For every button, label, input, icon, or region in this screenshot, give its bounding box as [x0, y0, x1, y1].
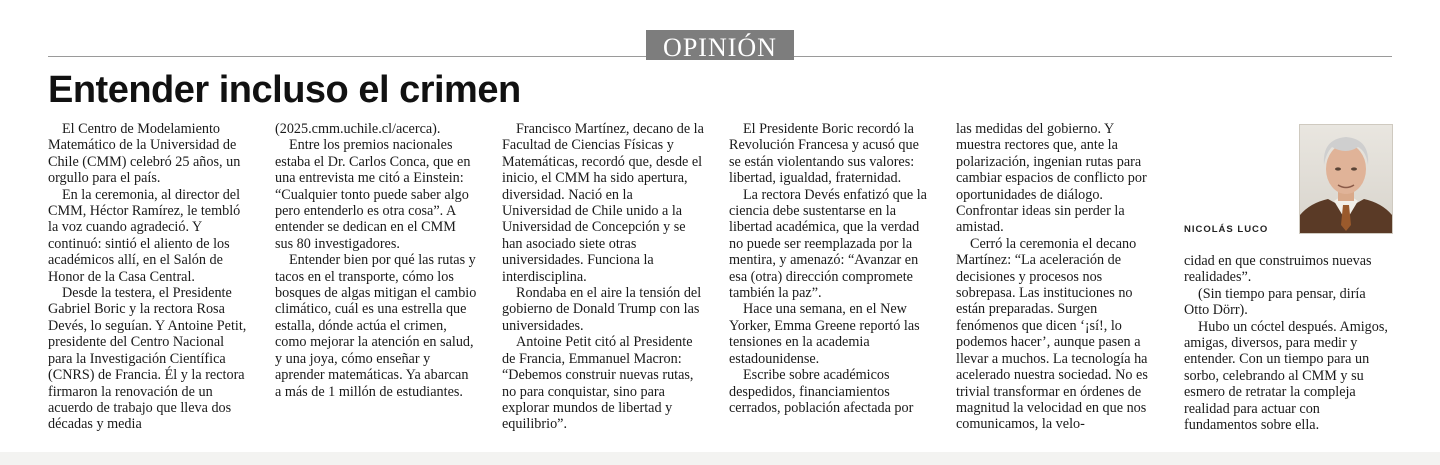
article-column-5 [956, 121, 1158, 433]
author-photo [1299, 124, 1393, 234]
paragraph: La rectora Devés enfatizó que la ciencia debe sustentarse en la libertad académica, que la verdad no puede ser reemplazada por la mentira, y amenazó: “Avanzar en esa (otra) dirección compromete también la paz”. [729, 186, 927, 302]
author-portrait-illustration [1300, 125, 1392, 233]
paragraph: Desde la testera, el Presidente Gabriel Boric y la rectora Rosa Devés, lo seguían. Y Antoine Petit, presidente del Centro Nacional para la Investigación Científica (CNRS) de Francia. Él y la rectora firmaron la renovación de un acuerdo de trabajo que lleva dos décadas y media [48, 285, 247, 433]
paragraph: (Sin tiempo para pensar, diría Otto Dörr). [1184, 285, 1366, 319]
article-column-1 [48, 121, 250, 433]
paragraph: Entender bien por qué las rutas y tacos en el transporte, cómo los bosques de algas mitigan el cambio climático, cuál es una estrella que estalla, dónde actúa el crimen, como mejorar la atención en salud, y una joya, cómo enseñar y aprender matemáticas. Ya abarcan a más de 1 millón de estudiantes. [275, 252, 477, 400]
page-bottom-band [0, 452, 1440, 465]
paragraph: En la ceremonia, al director del CMM, Héctor Ramírez, le tembló la voz cuando agradeció. Y continuó: sintió el aliento de los académicos allí, en el Salón de Honor de la Casa Central. [48, 186, 241, 285]
paragraph: Cerró la ceremonia el decano Martínez: “La aceleración de decisiones y procesos nos sobrepasa. Las instituciones no están preparadas. Surgen fenómenos que dicen ‘¡sí!, lo podemos hacer’, aunque pasen a llevar a muchos. La tecnología ha acelerado nuestra sociedad. No es trivial transformar en órdenes de magnitud la velocidad en que nos comunicamos, la velo- [956, 235, 1148, 433]
article-column-2 [275, 121, 477, 400]
paragraph: Hace una semana, en el New Yorker, Emma Greene reportó las tensiones en la academia estadounidense. [729, 301, 920, 367]
paragraph-continuation: cidad en que construimos nuevas realidades”. [1184, 253, 1372, 286]
author-byline: NICOLÁS LUCO [1184, 224, 1269, 235]
paragraph: Antoine Petit citó al Presidente de Francia, Emmanuel Macron: “Debemos construir nuevas rutas, no para conquistar, sino para explorar mundos de libertad y equilibrio”. [502, 334, 694, 433]
paragraph: Rondaba en el aire la tensión del gobierno de Donald Trump con las universidades. [502, 285, 702, 334]
paragraph-continuation: las medidas del gobierno. Y muestra rectores que, ante la polarización, ingenian rutas para cambiar espacios de conflicto por oportunidades de diálogo. Confrontar ideas sin perder la amistad. [956, 121, 1147, 236]
paragraph: Hubo un cóctel después. Amigos, amigas, diversos, para medir y entender. Con un tiempo para un sorbo, celebrando al CMM y su esmero de retratar la compleja realidad para actuar con fundamentos sobre ella. [1184, 318, 1388, 434]
article-column-6 [1184, 253, 1394, 433]
paragraph: El Centro de Modelamiento Matemático de la Universidad de Chile (CMM) celebró 25 años, un orgullo para el país. [48, 121, 241, 187]
article-column-4 [729, 121, 931, 416]
section-label: OPINIÓN [646, 30, 794, 60]
paragraph: Entre los premios nacionales estaba el Dr. Carlos Conca, que en una entrevista me citó a Einstein: “Cualquier tonto puede saber algo pero entenderlo es otra cosa”. A entender se dedican en el CMM sus 80 investigadores. [275, 137, 471, 252]
paragraph: Escribe sobre académicos despedidos, financiamientos cerrados, población afectada por [729, 367, 914, 416]
article-column-3 [502, 121, 704, 433]
paragraph: El Presidente Boric recordó la Revolución Francesa y acusó que se están violentando sus valores: libertad, igualdad, fraternidad. [729, 121, 919, 187]
paragraph: Francisco Martínez, decano de la Facultad de Ciencias Físicas y Matemáticas, recordó que, desde el inicio, el CMM ha sido apertura, diversidad. Nació en la Universidad de Chile unido a la Universidad de Concepción y se han asociado siete otras universidades. Funciona la interdisciplina. [502, 121, 704, 285]
article-headline: Entender incluso el crimen [48, 69, 521, 111]
paragraph-continuation: (2025.cmm.uchile.cl/acerca). [275, 121, 441, 137]
